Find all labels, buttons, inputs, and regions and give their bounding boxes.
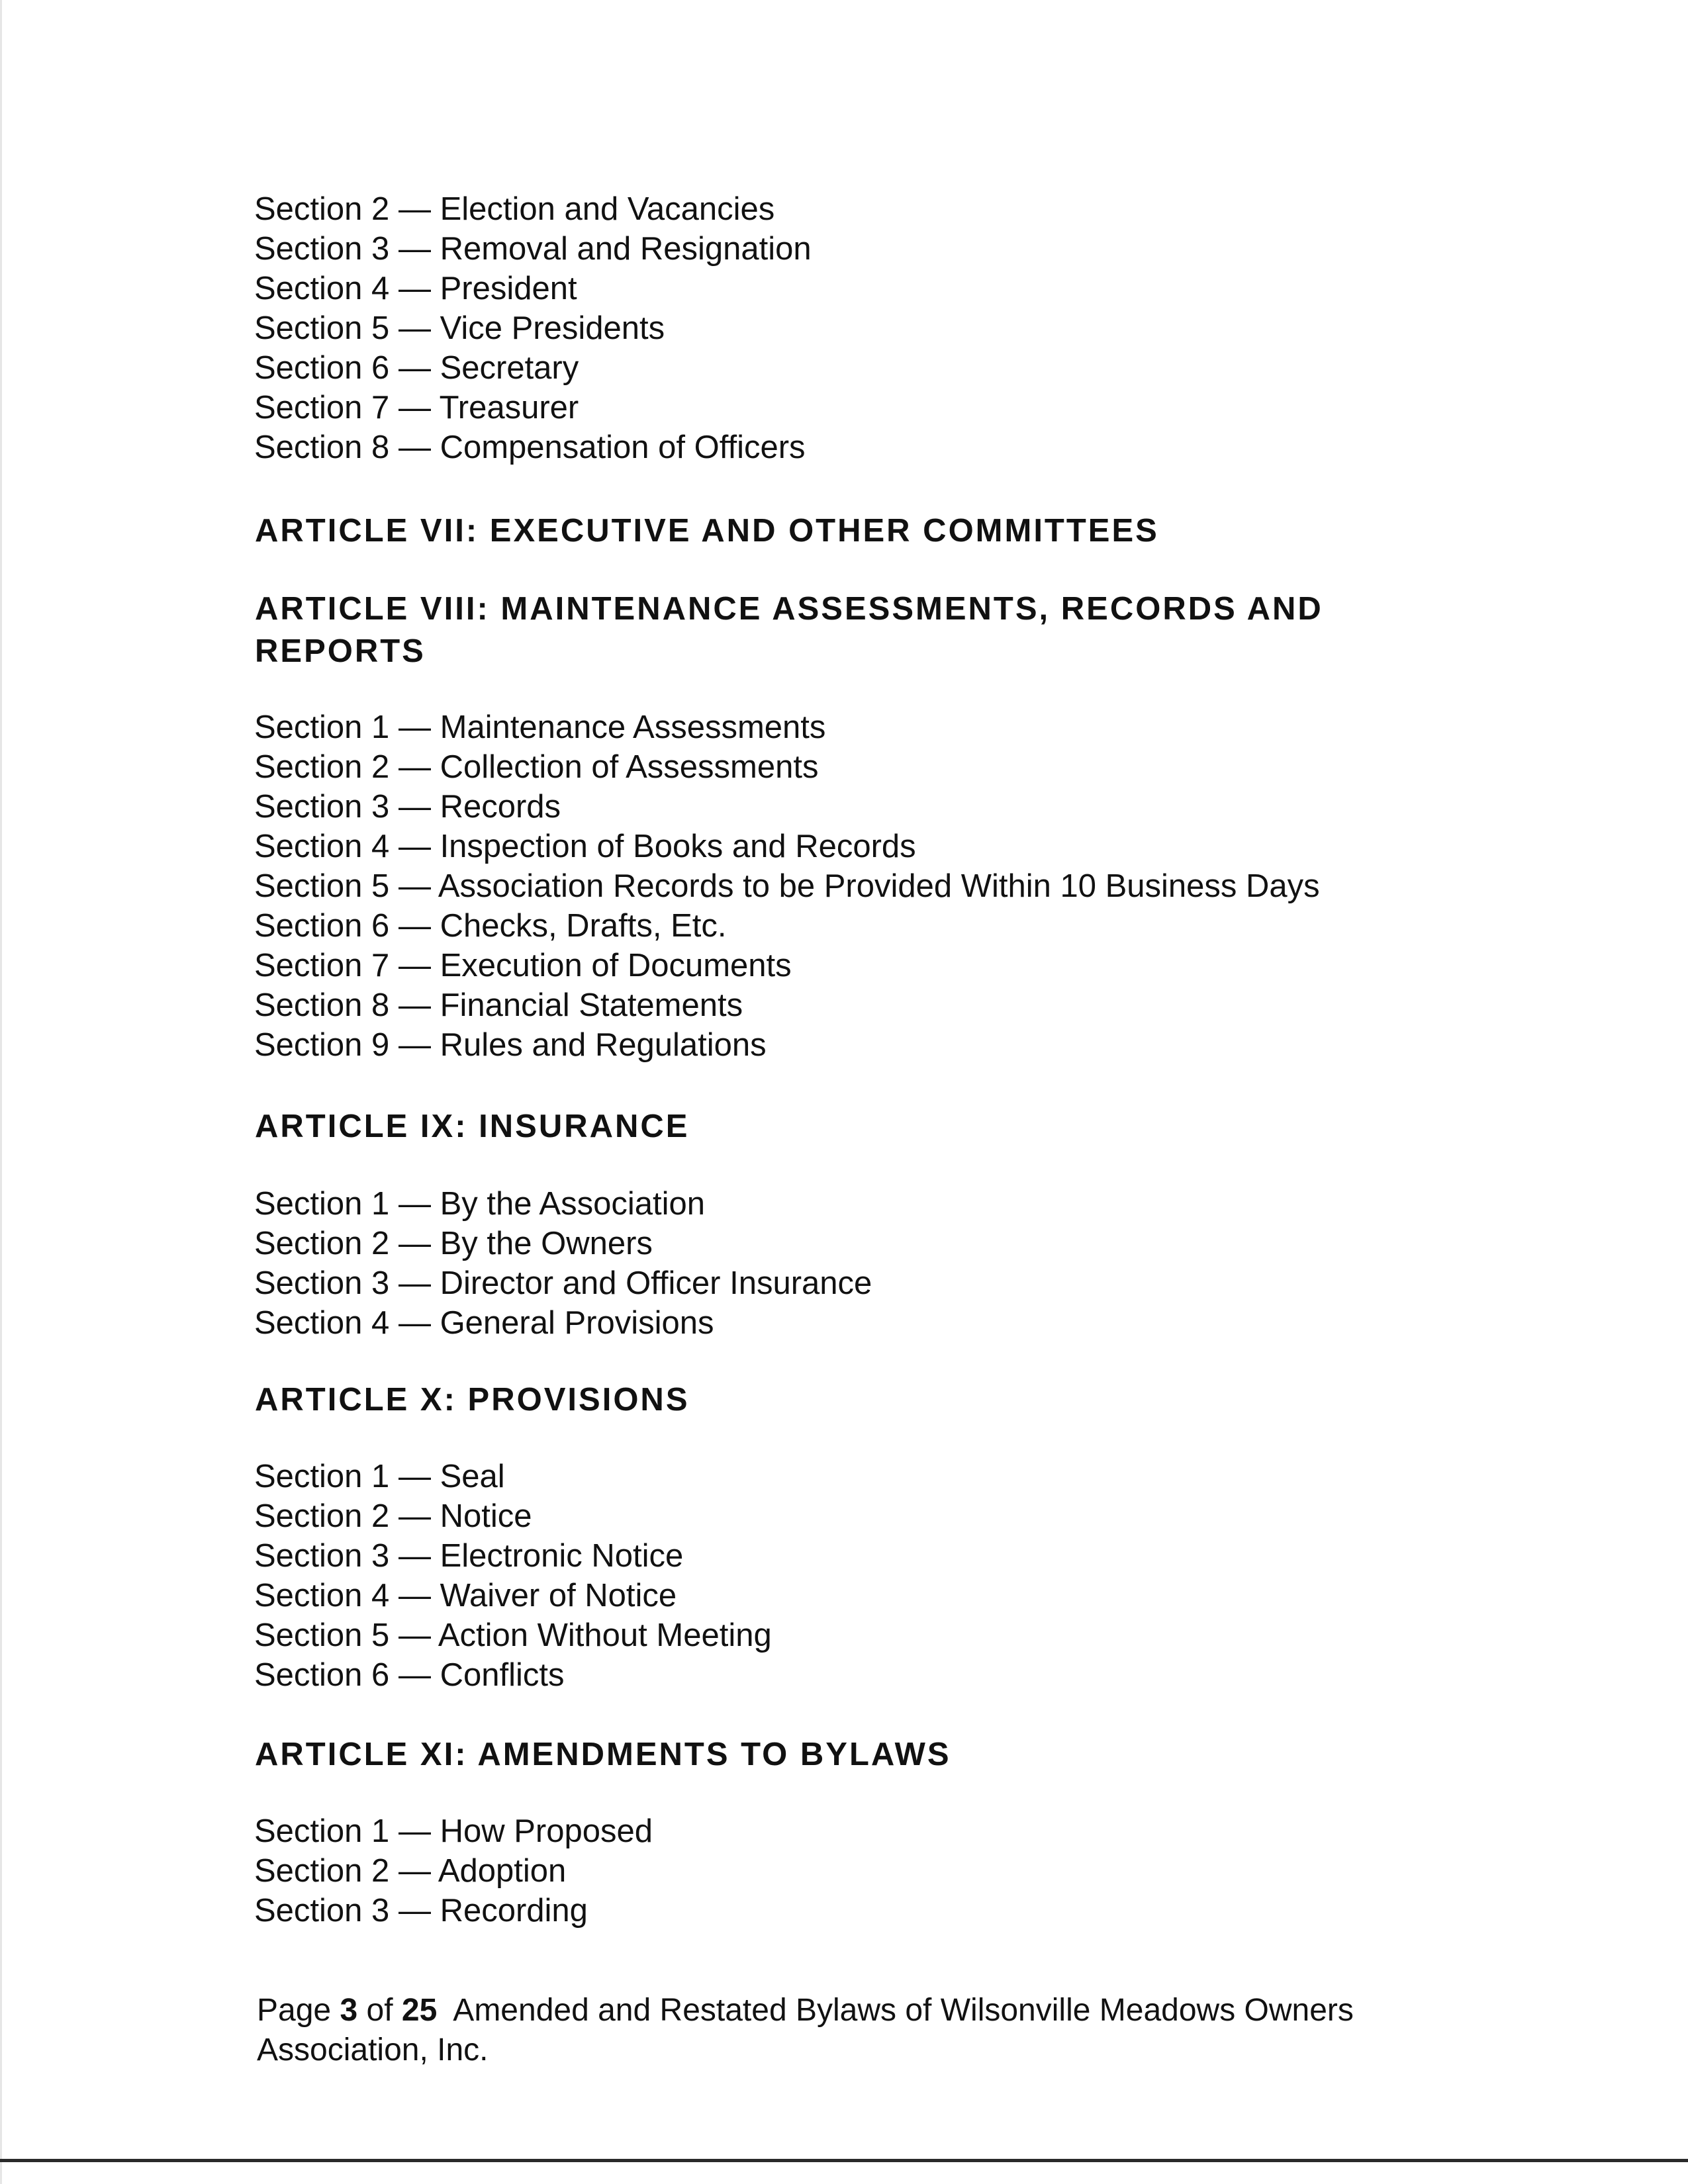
toc-entry: Section 1 — Seal — [254, 1459, 505, 1494]
toc-entry: Section 3 — Records — [254, 789, 561, 825]
toc-entry: Section 6 — Secretary — [254, 350, 579, 386]
toc-entry: Section 6 — Checks, Drafts, Etc. — [254, 908, 727, 944]
toc-entry: Section 1 — Maintenance Assessments — [254, 709, 826, 745]
article-heading-viii: ARTICLE VIII: MAINTENANCE ASSESSMENTS, RECORDS AND — [255, 591, 1323, 627]
toc-entry: Section 3 — Electronic Notice — [254, 1538, 684, 1574]
toc-entry: Section 5 — Association Records to be Provided Within 10 Business Days — [254, 868, 1320, 904]
page-number: 3 — [340, 1993, 358, 2028]
toc-entry: Section 1 — How Proposed — [254, 1813, 653, 1849]
toc-entry: Section 2 — Notice — [254, 1498, 532, 1534]
article-heading-viii-continued: REPORTS — [255, 633, 426, 669]
toc-entry: Section 2 — Election and Vacancies — [254, 191, 775, 227]
toc-entry: Section 4 — Inspection of Books and Records — [254, 829, 916, 864]
toc-entry: Section 3 — Recording — [254, 1893, 588, 1929]
toc-entry: Section 1 — By the Association — [254, 1186, 705, 1222]
toc-entry: Section 4 — President — [254, 271, 577, 306]
bottom-rule — [0, 2159, 1688, 2162]
toc-entry: Section 5 — Vice Presidents — [254, 310, 665, 346]
document-title: Amended and Restated Bylaws of Wilsonville Meadows Owners Association, Inc. — [257, 1993, 1354, 2068]
toc-entry: Section 6 — Conflicts — [254, 1657, 565, 1693]
toc-entry: Section 7 — Treasurer — [254, 390, 579, 426]
toc-entry: Section 9 — Rules and Regulations — [254, 1027, 767, 1063]
article-heading-ix: ARTICLE IX: INSURANCE — [255, 1109, 690, 1144]
article-heading-x: ARTICLE X: PROVISIONS — [255, 1382, 690, 1418]
scan-left-edge — [0, 0, 2, 2184]
article-heading-xi: ARTICLE XI: AMENDMENTS TO BYLAWS — [255, 1737, 951, 1772]
toc-entry: Section 2 — Adoption — [254, 1853, 567, 1889]
toc-entry: Section 4 — General Provisions — [254, 1305, 714, 1341]
toc-entry: Section 8 — Compensation of Officers — [254, 430, 806, 465]
toc-entry: Section 7 — Execution of Documents — [254, 948, 792, 983]
toc-entry: Section 2 — By the Owners — [254, 1226, 653, 1261]
toc-entry: Section 3 — Director and Officer Insurance — [254, 1265, 872, 1301]
toc-entry: Section 3 — Removal and Resignation — [254, 231, 812, 267]
page-total: 25 — [401, 1993, 438, 2028]
toc-entry: Section 4 — Waiver of Notice — [254, 1578, 677, 1614]
toc-entry: Section 8 — Financial Statements — [254, 987, 743, 1023]
toc-entry: Section 2 — Collection of Assessments — [254, 749, 819, 785]
toc-entry: Section 5 — Action Without Meeting — [254, 1617, 772, 1653]
page-footer: Page 3 of 25 Amended and Restated Bylaws of Wilsonville Meadows Owners Association, Inc. — [257, 1993, 1354, 2068]
article-heading-vii: ARTICLE VII: EXECUTIVE AND OTHER COMMITTEES — [255, 513, 1159, 549]
